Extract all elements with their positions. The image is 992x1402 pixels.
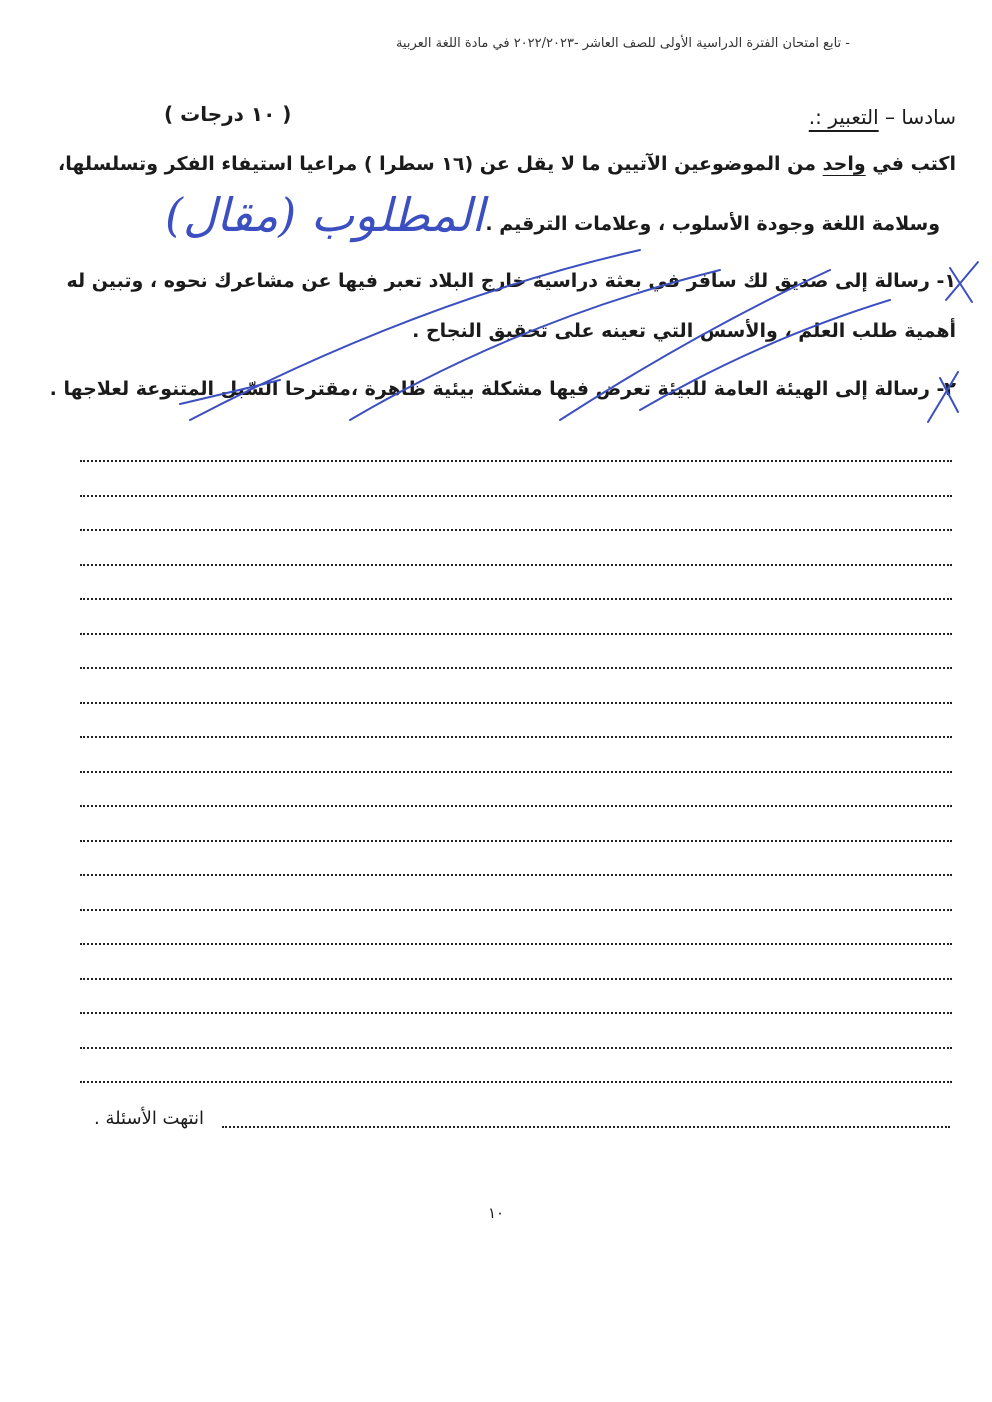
section-title bbox=[809, 105, 956, 129]
answer-line[interactable] bbox=[80, 667, 952, 669]
answer-line[interactable] bbox=[80, 840, 952, 842]
answer-line[interactable] bbox=[80, 1047, 952, 1049]
page-header: - تابع امتحان الفترة الدراسية الأولى للصف العاشر -٢٠٢٢/٢٠٢٣ في مادة اللغة العربية bbox=[395, 36, 850, 51]
instruction-underlined-word: واحد bbox=[822, 153, 866, 175]
instruction-line-2: وسلامة اللغة وجودة الأسلوب ، وعلامات الترقيم . bbox=[485, 213, 940, 235]
answer-line[interactable] bbox=[80, 943, 952, 945]
section-name: التعبير :. bbox=[808, 105, 879, 129]
instruction-line-1 bbox=[58, 153, 956, 175]
answer-line[interactable] bbox=[80, 805, 952, 807]
answer-line[interactable] bbox=[80, 771, 952, 773]
answer-line[interactable] bbox=[80, 736, 952, 738]
answer-line[interactable] bbox=[80, 978, 952, 980]
answer-line[interactable] bbox=[80, 909, 952, 911]
topic-1-line-1: ١- رسالة إلى صديق لك سافر في بعثة دراسية خارج البلاد تعبر فيها عن مشاعرك نحوه ، وتبين له bbox=[66, 270, 956, 292]
answer-line[interactable] bbox=[80, 529, 952, 531]
instruction-text-a: اكتب في bbox=[865, 153, 956, 175]
instruction-text-b: من الموضوعين الآتيين ما لا يقل عن (١٦ سطرا ) مراعيا استيفاء الفكر وتسلسلها، bbox=[57, 153, 823, 175]
final-answer-row bbox=[84, 1108, 950, 1138]
answer-line[interactable] bbox=[80, 633, 952, 635]
answer-line[interactable] bbox=[80, 1012, 952, 1014]
answer-lines[interactable] bbox=[80, 444, 952, 1104]
answer-line[interactable] bbox=[80, 702, 952, 704]
answer-line[interactable] bbox=[80, 598, 952, 600]
answer-line[interactable] bbox=[80, 1081, 952, 1083]
answer-line[interactable] bbox=[80, 564, 952, 566]
section-number: سادسا – bbox=[885, 105, 956, 129]
final-answer-line[interactable] bbox=[222, 1126, 950, 1128]
end-of-questions: انتهت الأسئلة . bbox=[94, 1108, 204, 1129]
answer-line[interactable] bbox=[80, 460, 952, 462]
topic-2-line-1: ٢- رسالة إلى الهيئة العامة للبيئة تعرض فيها مشكلة بيئية ظاهرة ،مقترحا السّبل المتنوعة لعلاجها . bbox=[49, 378, 956, 400]
handwritten-note: المطلوب (مقال) bbox=[165, 188, 485, 242]
answer-line[interactable] bbox=[80, 874, 952, 876]
grade-label: ( ١٠ درجات ) bbox=[164, 102, 292, 126]
topic-1-line-2: أهمية طلب العلم ، والأسس التي تعينه على تحقيق النجاح . bbox=[412, 320, 956, 342]
answer-line[interactable] bbox=[80, 495, 952, 497]
page-number: ١٠ bbox=[488, 1204, 505, 1222]
